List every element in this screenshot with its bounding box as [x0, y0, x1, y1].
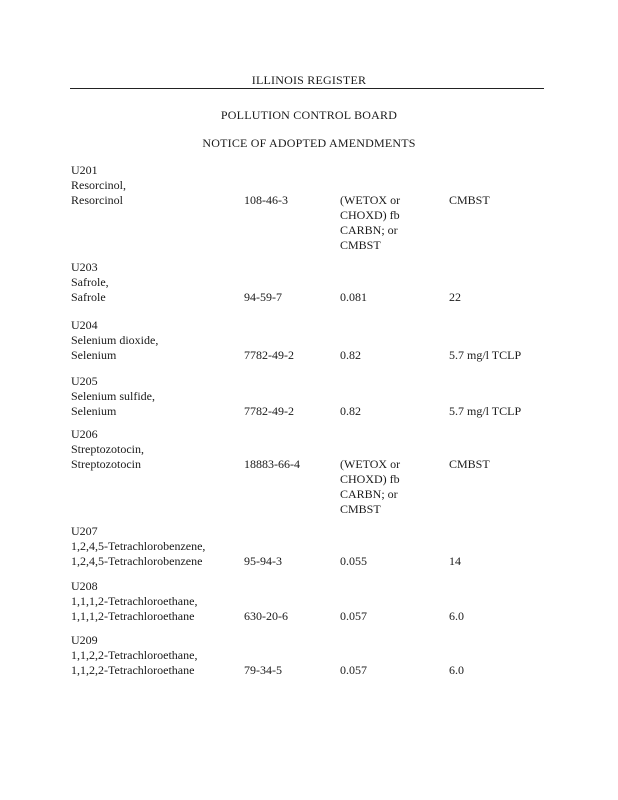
constituent-name: 1,1,1,2-Tetrachloroethane [71, 609, 195, 623]
waste-entry [71, 633, 571, 678]
waste-entry [71, 318, 571, 363]
waste-name: Selenium sulfide, [71, 389, 155, 403]
waste-name: Streptozotocin, [71, 442, 144, 456]
waste-entry [71, 163, 571, 252]
constituent-name: 1,1,2,2-Tetrachloroethane [71, 663, 195, 677]
constituent-name: 1,2,4,5-Tetrachlorobenzene [71, 554, 203, 568]
waste-code: U201 [71, 163, 98, 177]
nonwastewater-standard: CMBST [449, 457, 490, 471]
constituent-row [71, 348, 571, 363]
board-title: POLLUTION CONTROL BOARD [220, 108, 398, 122]
cas-number: 95-94-3 [244, 554, 282, 568]
constituent-name: Resorcinol [71, 193, 123, 207]
header-rule [70, 88, 544, 89]
cas-number: 108-46-3 [244, 193, 288, 207]
cas-number: 7782-49-2 [244, 348, 294, 362]
waste-entry [71, 260, 571, 305]
waste-entry [71, 524, 571, 569]
wastewater-standard: 0.82 [340, 404, 361, 418]
waste-entry [71, 579, 571, 624]
constituent-row [71, 290, 571, 305]
wastewater-standard: 0.82 [340, 348, 361, 362]
waste-name: 1,1,1,2-Tetrachloroethane, [71, 594, 198, 608]
nonwastewater-standard: 22 [449, 290, 461, 304]
waste-name: Safrole, [71, 275, 109, 289]
constituent-row [71, 663, 571, 678]
nonwastewater-standard: 5.7 mg/l TCLP [449, 404, 522, 418]
wastewater-standard: (WETOX or CHOXD) fb CARBN; or CMBST [340, 457, 401, 516]
constituent-row [71, 193, 571, 252]
wastewater-standard: 0.081 [340, 290, 367, 304]
wastewater-standard: (WETOX or CHOXD) fb CARBN; or CMBST [340, 193, 401, 252]
constituent-row [71, 609, 571, 624]
wastewater-standard: 0.055 [340, 554, 367, 568]
nonwastewater-standard: 6.0 [449, 609, 464, 623]
waste-code: U204 [71, 318, 98, 332]
nonwastewater-standard: 5.7 mg/l TCLP [449, 348, 522, 362]
waste-name: Resorcinol, [71, 178, 126, 192]
waste-entry [71, 374, 571, 419]
notice-title: NOTICE OF ADOPTED AMENDMENTS [202, 136, 416, 150]
cas-number: 18883-66-4 [244, 457, 300, 471]
cas-number: 630-20-6 [244, 609, 288, 623]
wastewater-standard: 0.057 [340, 609, 367, 623]
cas-number: 7782-49-2 [244, 404, 294, 418]
waste-code: U209 [71, 633, 98, 647]
waste-code: U206 [71, 427, 98, 441]
waste-name: Selenium dioxide, [71, 333, 159, 347]
constituent-name: Selenium [71, 348, 117, 362]
wastewater-standard: 0.057 [340, 663, 367, 677]
constituent-name: Safrole [71, 290, 106, 304]
waste-code: U203 [71, 260, 98, 274]
constituent-row [71, 404, 571, 419]
constituent-row [71, 457, 571, 516]
nonwastewater-standard: CMBST [449, 193, 490, 207]
cas-number: 79-34-5 [244, 663, 282, 677]
register-title: ILLINOIS REGISTER [251, 73, 367, 87]
constituent-row [71, 554, 571, 569]
waste-code: U207 [71, 524, 98, 538]
nonwastewater-standard: 14 [449, 554, 461, 568]
waste-code: U208 [71, 579, 98, 593]
waste-code: U205 [71, 374, 98, 388]
waste-entry [71, 427, 571, 516]
waste-name: 1,2,4,5-Tetrachlorobenzene, [71, 539, 206, 553]
constituent-name: Streptozotocin [71, 457, 141, 471]
constituent-name: Selenium [71, 404, 117, 418]
cas-number: 94-59-7 [244, 290, 282, 304]
nonwastewater-standard: 6.0 [449, 663, 464, 677]
waste-name: 1,1,2,2-Tetrachloroethane, [71, 648, 198, 662]
